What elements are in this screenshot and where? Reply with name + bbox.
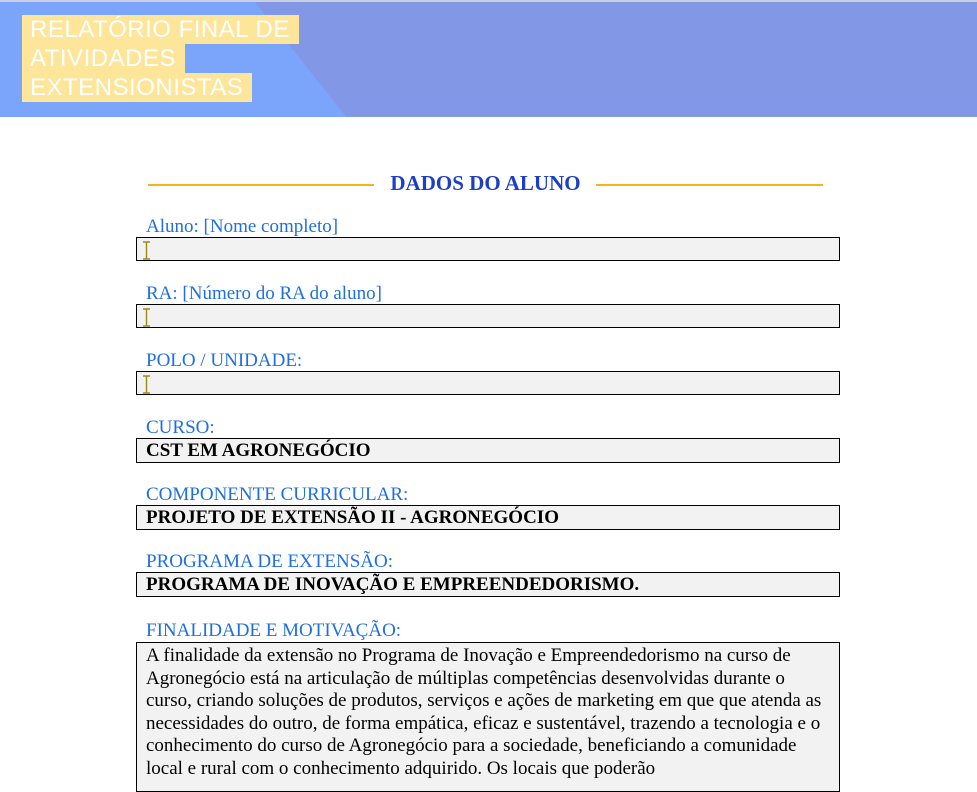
- section-heading: [148, 170, 823, 196]
- ra-field[interactable]: [136, 304, 840, 328]
- polo-label: POLO / UNIDADE:: [146, 350, 303, 371]
- header-title-line-2: ATIVIDADES: [22, 44, 185, 73]
- curso-value: CST EM AGRONEGÓCIO: [146, 440, 371, 461]
- curso-field[interactable]: [136, 438, 840, 463]
- componente-field[interactable]: [136, 505, 840, 530]
- programa-value: PROGRAMA DE INOVAÇÃO E EMPREENDEDORISMO.: [146, 574, 640, 595]
- curso-label: CURSO:: [146, 417, 215, 438]
- componente-label: COMPONENTE CURRICULAR:: [146, 484, 409, 505]
- programa-label: PROGRAMA DE EXTENSÃO:: [146, 551, 394, 572]
- componente-value: PROJETO DE EXTENSÃO II - AGRONEGÓCIO: [146, 507, 559, 528]
- header-title-line-1: RELATÓRIO FINAL DE: [22, 15, 299, 44]
- section-title: DADOS DO ALUNO: [385, 171, 585, 195]
- finalidade-value: A finalidade da extensão no Programa de Inovação e Empreendedorismo na curso de Agronegócio está na articulação de múltiplas competências desenvolvidas durante o curso, criando soluções de produtos, serviços e ações de marketing em que que atenda as necessidades do outro, de forma empática, eficaz e sustentável, trazendo a tecnologia e o conhecimento do curso de Agronegócio para a sociedade, beneficiando a comunidade local e rural com o conhecimento adquirido. Os locais que poderão: [146, 645, 822, 779]
- polo-field[interactable]: [136, 371, 840, 395]
- aluno-label: Aluno: [Nome completo]: [146, 216, 339, 237]
- text-cursor-icon: [143, 308, 150, 327]
- finalidade-field[interactable]: [136, 642, 840, 792]
- header-title-line-3: EXTENSIONISTAS: [22, 73, 252, 102]
- finalidade-label: FINALIDADE E MOTIVAÇÃO:: [146, 620, 402, 641]
- document-header-banner: [0, 0, 977, 117]
- programa-field[interactable]: [136, 572, 840, 597]
- aluno-field[interactable]: [136, 237, 840, 261]
- text-cursor-icon: [143, 241, 150, 260]
- ra-label: RA: [Número do RA do aluno]: [146, 283, 382, 304]
- text-cursor-icon: [143, 375, 150, 394]
